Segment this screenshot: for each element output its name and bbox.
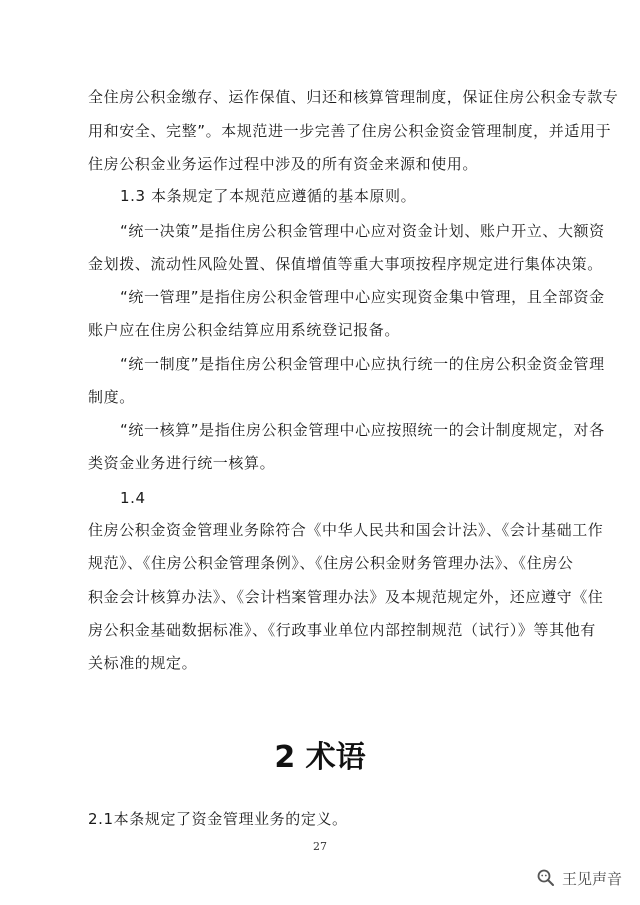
body-line-15: 规范》、《住房公积金管理条例》、《住房公积金财务管理办法》、《住房公	[88, 554, 574, 572]
body-line-10: 制度。	[88, 388, 135, 406]
body-line-18: 关标准的规定。	[88, 654, 198, 672]
body-line-3: 住房公积金业务运作过程中涉及的所有资金来源和使用。	[88, 155, 479, 173]
section-2-1-line: 2.1本条规定了资金管理业务的定义。	[88, 810, 348, 828]
section-number-1-4: 1.4	[120, 489, 146, 507]
wechat-watermark	[536, 866, 622, 890]
body-line-9: “统一制度”是指住房公积金管理中心应执行统一的住房公积金资金管理	[120, 355, 605, 373]
body-line-12: 类资金业务进行统一核算。	[88, 454, 276, 472]
watermark-text: 王见声音	[561, 869, 622, 888]
body-line-6: 金划拨、流动性风险处置、保值增值等重大事项按程序规定进行集体决策。	[88, 255, 603, 273]
page-number: 27	[313, 840, 327, 853]
body-line-11: “统一核算”是指住房公积金管理中心应按照统一的会计制度规定，对各	[120, 421, 605, 439]
body-line-5: “统一决策”是指住房公积金管理中心应对资金计划、账户开立、大额资	[120, 222, 605, 240]
chapter-heading: 2 术语	[274, 740, 366, 775]
body-line-7: “统一管理”是指住房公积金管理中心应实现资金集中管理，且全部资金	[120, 288, 605, 306]
body-line-8: 账户应在住房公积金结算应用系统登记报备。	[88, 321, 401, 339]
body-line-2: 用和安全、完整”。本规范进一步完善了住房公积金资金管理制度，并适用于	[88, 122, 612, 140]
body-line-1: 全住房公积金缴存、运作保值、归还和核算管理制度，保证住房公积金专款专	[88, 88, 619, 106]
body-line-16: 积金会计核算办法》、《会计档案管理办法》及本规范规定外，还应遵守《住	[88, 588, 604, 606]
wechat-search-icon	[536, 868, 556, 888]
body-line-4: 1.3 本条规定了本规范应遵循的基本原则。	[120, 187, 417, 205]
body-line-17: 房公积金基础数据标准》、《行政事业单位内部控制规范（试行）》等其他有	[88, 621, 596, 639]
body-line-14: 住房公积金资金管理业务除符合《中华人民共和国会计法》、《会计基础工作	[88, 521, 604, 539]
